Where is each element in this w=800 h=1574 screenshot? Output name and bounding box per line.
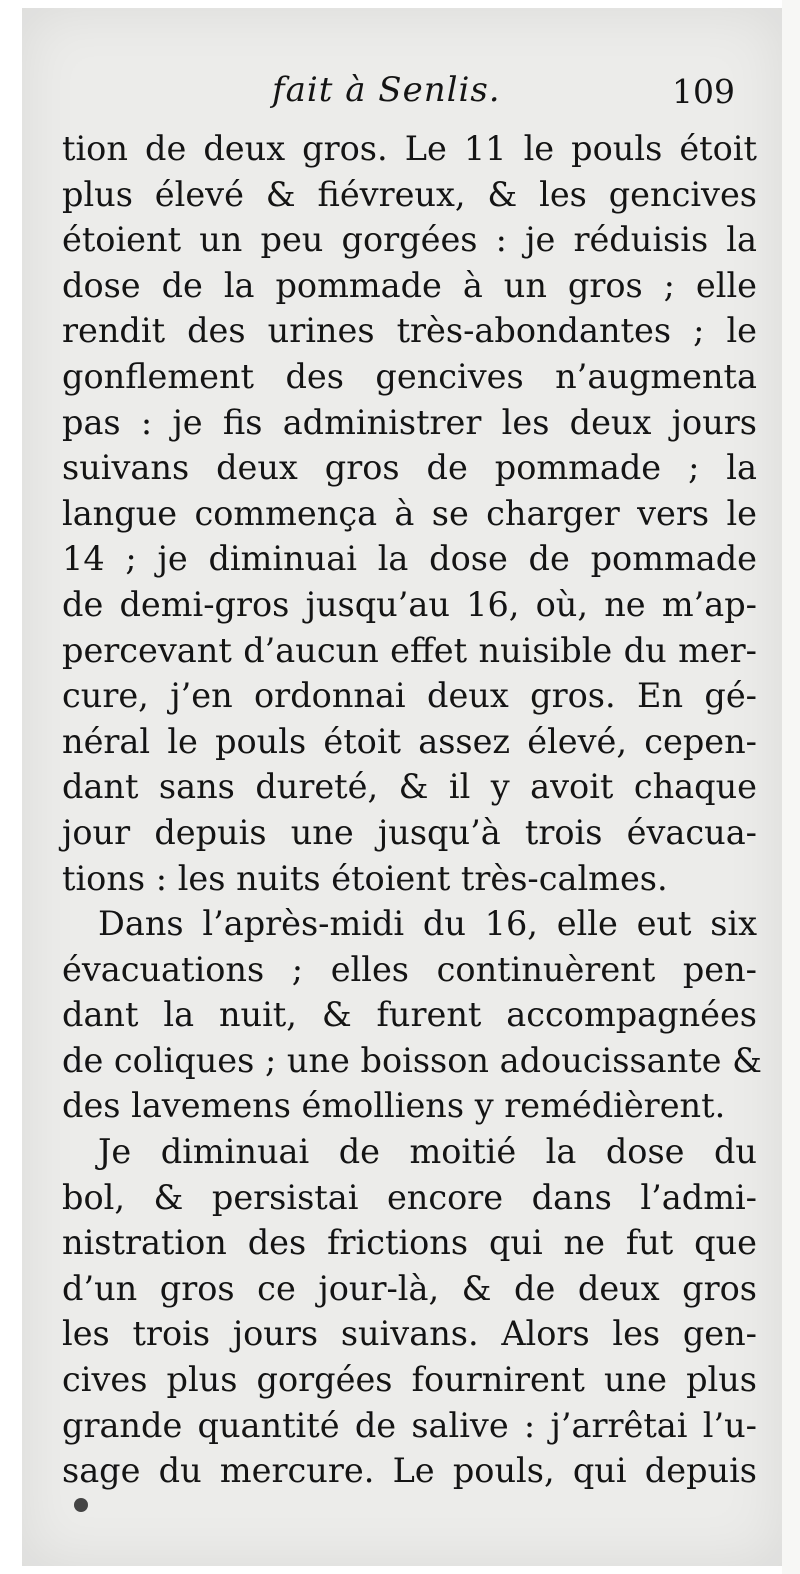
ink-spot	[74, 1498, 88, 1512]
text-line: grande quantité de salive : j’arrêtai l’u-	[62, 1405, 757, 1445]
text-line: percevant d’aucun effet nuisible du mer-	[62, 630, 757, 670]
text-line: pas : je fis administrer les deux jours	[62, 402, 757, 442]
text-line: dant la nuit, & furent accompagnées	[62, 995, 757, 1035]
text-line: jour depuis une jusqu’à trois évacua-	[62, 812, 757, 852]
text-line: Dans l’après-midi du 16, elle eut six	[98, 904, 757, 944]
text-line: néral le pouls étoit assez élevé, cepen-	[62, 721, 757, 761]
text-line: langue commença à se charger vers le	[62, 493, 757, 533]
text-line: cure, j’en ordonnai deux gros. En gé-	[62, 676, 757, 716]
text-line: nistration des frictions qui ne fut que	[62, 1223, 757, 1263]
text-line: tion de deux gros. Le 11 le pouls étoit	[62, 129, 757, 168]
text-line: cives plus gorgées fournirent une plus	[62, 1360, 757, 1400]
book-page	[22, 8, 782, 1566]
text-line: d’un gros ce jour-là, & de deux gros	[62, 1268, 757, 1308]
text-line: dant sans dureté, & il y avoit chaque	[62, 767, 757, 807]
text-line: de coliques ; une boisson adoucissante &	[62, 1040, 762, 1080]
body-text	[62, 126, 762, 1494]
page-edge	[782, 0, 800, 1574]
text-line: les trois jours suivans. Alors les gen-	[62, 1314, 757, 1354]
text-line: des lavemens émolliens y remédièrent.	[62, 1086, 726, 1126]
text-line: suivans deux gros de pommade ; la	[62, 448, 757, 488]
text-line: tions : les nuits étoient très-calmes.	[62, 858, 668, 898]
running-title: fait à Senlis.	[272, 70, 501, 110]
text-line: étoient un peu gorgées : je réduisis la	[62, 220, 757, 260]
text-line: de demi-gros jusqu’au 16, où, ne m’ap-	[62, 584, 757, 624]
text-line: bol, & persistai encore dans l’admi-	[62, 1177, 757, 1217]
text-line: évacuations ; elles continuèrent pen-	[62, 949, 757, 989]
text-line: dose de la pommade à un gros ; elle	[62, 265, 757, 305]
text-line: plus élevé & fiévreux, & les gencives	[62, 174, 757, 214]
page-header	[22, 70, 782, 130]
text-line: sage du mercure. Le pouls, qui depuis	[62, 1451, 757, 1491]
text-line: rendit des urines très-abondantes ; le	[62, 311, 757, 351]
page-number: 109	[672, 72, 735, 111]
text-line: gonflement des gencives n’augmenta	[62, 356, 757, 396]
text-line: 14 ; je diminuai la dose de pommade	[62, 539, 757, 579]
text-line: Je diminuai de moitié la dose du	[98, 1132, 757, 1172]
